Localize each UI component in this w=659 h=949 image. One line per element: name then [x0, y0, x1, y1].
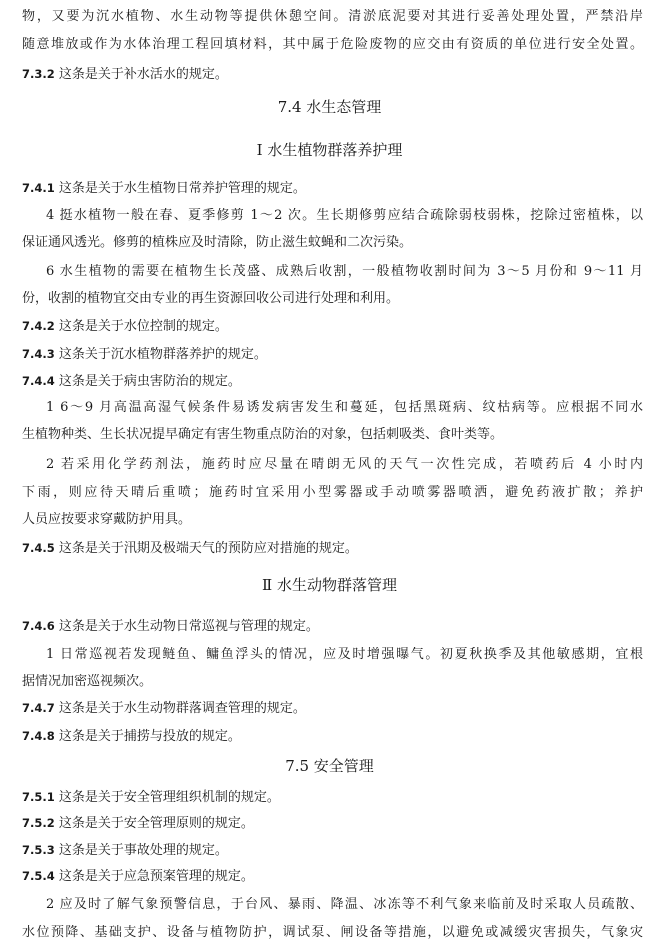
clause-7-5-3: [22, 842, 643, 859]
clause-text: 这条是关于汛期及极端天气的预防应对措施的规定。: [54, 541, 358, 556]
clause-7-4-6: [22, 618, 643, 635]
paragraph-line: 4 挺水植物一般在春、夏季修剪 1～2 次。生长期修剪应结合疏除弱枝弱株，挖除过密植株，以: [46, 208, 643, 223]
clause-text: 这条是关于病虫害防治的规定。: [54, 374, 241, 389]
clause-number: 7.4.3: [22, 347, 55, 361]
clause-7-4-3: [22, 346, 643, 363]
clause-7-5-2: [22, 815, 643, 832]
clause-7-5-1: [22, 789, 643, 806]
clause-7-4-8: [22, 728, 643, 745]
clause-number: 7.4.2: [22, 319, 55, 333]
paragraph-line: 2 应及时了解气象预警信息，于台风、暴雨、降温、冰冻等不利气象来临前及时采取人员疏散、: [46, 897, 643, 912]
paragraph-line: 1 日常巡视若发现鲢鱼、鳙鱼浮头的情况，应及时增强曝气。初夏秋换季及其他敏感期，宜根: [46, 647, 643, 662]
clause-text: 这条是关于水生动物群落调查管理的规定。: [54, 701, 306, 716]
clause-number: 7.4.5: [22, 541, 55, 555]
clause-7-4-5: [22, 540, 643, 557]
clause-number: 7.5.4: [22, 869, 55, 883]
paragraph-line: 份，收割的植物宜交由专业的再生资源回收公司进行处理和利用。: [22, 291, 400, 306]
paragraph-line: 据情况加密巡视频次。: [22, 674, 153, 689]
clause-7-5-4: [22, 868, 643, 885]
paragraph-line: 人员应按要求穿戴防护用具。: [22, 512, 192, 527]
subsection-heading-I: Ⅰ 水生植物群落养护理: [256, 141, 403, 159]
subsection-heading-II: Ⅱ 水生动物群落管理: [262, 576, 397, 594]
clause-text: 这条是关于事故处理的规定。: [54, 843, 228, 858]
clause-text: 这条是关于应急预案管理的规定。: [54, 869, 254, 884]
clause-7-4-4: [22, 373, 643, 390]
clause-text: 这条是关于安全管理原则的规定。: [54, 816, 254, 831]
clause-number: 7.4.1: [22, 181, 55, 195]
clause-text: 这条是关于捕捞与投放的规定。: [54, 729, 241, 744]
clause-number: 7.4.4: [22, 374, 55, 388]
paragraph-line: 下雨，则应待天晴后重喷；施药时宜采用小型雾器或手动喷雾器喷洒，避免药液扩散；养护: [22, 485, 643, 500]
paragraph-line: 随意堆放或作为水体治理工程回填材料，其中属于危险废物的应交由有资质的单位进行安全处置。: [22, 37, 643, 52]
paragraph-line: 6 水生植物的需要在植物生长茂盛、成熟后收割，一般植物收割时间为 3～5 月份和 9～11 月: [46, 264, 643, 279]
clause-number: 7.5.3: [22, 843, 55, 857]
clause-number: 7.5.1: [22, 790, 55, 804]
clause-7-4-2: [22, 318, 643, 335]
paragraph-line: 2 若采用化学药剂法，施药时应尽量在晴朗无风的天气一次性完成，若喷药后 4 小时内: [46, 457, 643, 472]
clause-number: 7.5.2: [22, 816, 55, 830]
clause-text: 这条是关于水生植物日常养护管理的规定。: [54, 181, 306, 196]
clause-7-3-2: [22, 66, 643, 83]
paragraph-line: 保证通风透光。修剪的植株应及时清除，防止滋生蚊蝇和二次污染。: [22, 235, 413, 250]
clause-number: 7.4.8: [22, 729, 55, 743]
paragraph-line: 生植物种类、生长状况提早确定有害生物重点防治的对象，包括刺吸类、食叶类等。: [22, 427, 504, 442]
paragraph-line: 水位预降、基础支护、设备与植物防护，调试泵、闸设备等措施，以避免或减缓灾害损失，气象灾: [22, 925, 643, 940]
clause-text: 这条是关于补水活水的规定。: [54, 67, 228, 82]
clause-text: 这条是关于安全管理组织机制的规定。: [54, 790, 280, 805]
clause-text: 这条关于沉水植物群落养护的规定。: [54, 347, 267, 362]
clause-text: 这条是关于水生动物日常巡视与管理的规定。: [54, 619, 319, 634]
paragraph-line: 物，又要为沉水植物、水生动物等提供休憩空间。清淤底泥要对其进行妥善处理处置，严禁沿岸: [22, 9, 643, 24]
clause-7-4-1: [22, 180, 643, 197]
paragraph-line: 1 6～9 月高温高湿气候条件易诱发病害发生和蔓延，包括黑斑病、纹枯病等。应根据不同水: [46, 400, 643, 415]
section-heading-7-5: 7.5 安全管理: [285, 757, 374, 775]
clause-number: 7.4.6: [22, 619, 55, 633]
section-heading-7-4: 7.4 水生态管理: [277, 98, 382, 116]
clause-number: 7.4.7: [22, 701, 55, 715]
clause-text: 这条是关于水位控制的规定。: [54, 319, 228, 334]
clause-7-4-7: [22, 700, 643, 717]
clause-number: 7.3.2: [22, 67, 55, 81]
